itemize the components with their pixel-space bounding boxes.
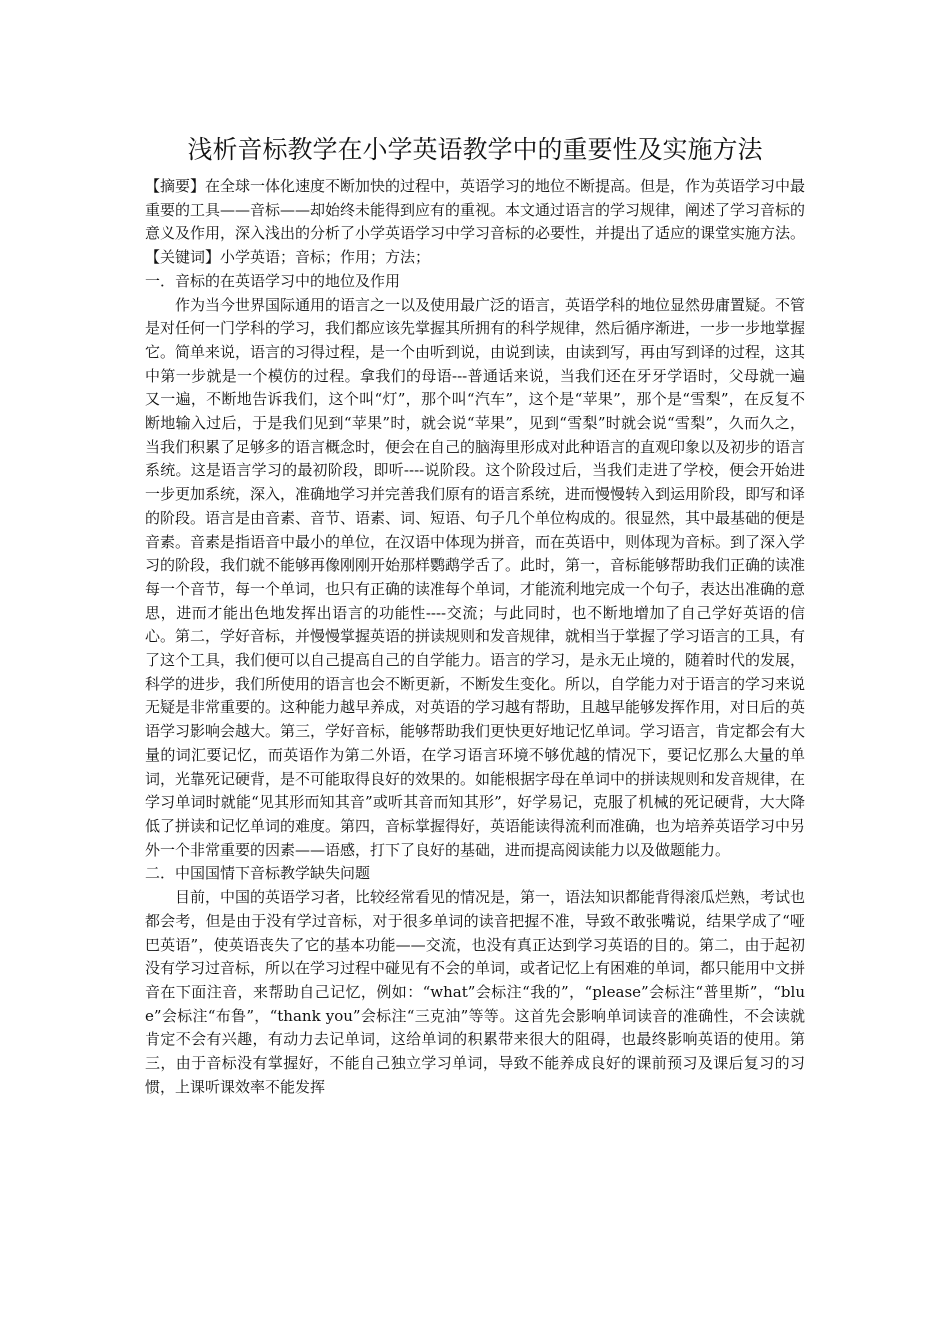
document-body	[145, 175, 805, 1099]
section-heading-1: 一．音标的在英语学习中的地位及作用	[145, 271, 401, 290]
section-paragraph-2: 目前，中国的英语学习者，比较经常看见的情况是，第一，语法知识都能背得滚瓜烂熟，考试也都会考，但是由于没有学过音标，对于很多单词的读音把握不准，导致不敢张嘴说，结果学成了“哑巴英语”，使英语丧失了它的基本功能——交流，也没有真正达到学习英语的目的。第二，由于起初没有学习过音标，所以在学习过程中碰见有不会的单词，或者记忆上有困难的单词，都只能用中文拼音在下面注音，来帮助自己记忆，例如：“what”会标注“我的”，“please”会标注“普里斯”，“blue”会标注“布鲁”，“thank you”会标注“三克油”等等。这首先会影响单词读音的准确性，不会读就肯定不会有兴趣，有动力去记单词，这给单词的积累带来很大的阻碍，也最终影响英语的使用。第三，由于音标没有掌握好，不能自己独立学习单词，导致不能养成良好的课前预习及课后复习的习惯，上课听课效率不能发挥	[145, 888, 806, 1096]
section-heading-2: 二．中国国情下音标教学缺失问题	[145, 864, 371, 883]
abstract-paragraph: 【摘要】在全球一体化速度不断加快的过程中，英语学习的地位不断提高。但是，作为英语学习中最重要的工具——音标——却始终未能得到应有的重视。本文通过语言的学习规律，阐述了学习音标的意义及作用，深入浅出的分析了小学英语学习中学习音标的必要性，并提出了适应的课堂实施方法。	[145, 177, 806, 243]
section-paragraph-1: 作为当今世界国际通用的语言之一以及使用最广泛的语言，英语学科的地位显然毋庸置疑。不管是对任何一门学科的学习，我们都应该先掌握其所拥有的科学规律，然后循序渐进，一步一步地掌握它。简单来说，语言的习得过程，是一个由听到说，由说到读，由读到写，再由写到译的过程，这其中第一步就是一个模仿的过程。拿我们的母语---普通话来说，当我们还在牙牙学语时，父母就一遍又一遍，不断地告诉我们，这个叫“灯”，那个叫“汽车”，这个是“苹果”，那个是“雪梨”，在反复不断地输入过后，于是我们见到“苹果”时，就会说“苹果”，见到“雪梨”时就会说“雪梨”，久而久之，当我们积累了足够多的语言概念时，便会在自己的脑海里形成对此种语言的直观印象以及初步的语言系统。这是语言学习的最初阶段，即听----说阶段。这个阶段过后，当我们走进了学校，便会开始进一步更加系统，深入，准确地学习并完善我们原有的语言系统，进而慢慢转入到运用阶段，即写和译的阶段。语言是由音素、音节、语素、词、短语、句子几个单位构成的。很显然，其中最基础的便是音素。音素是指语音中最小的单位，在汉语中体现为拼音，而在英语中，则体现为音标。到了深入学习的阶段，我们就不能够再像刚刚开始那样鹦鹉学舌了。此时，第一，音标能够帮助我们正确的读准每一个音节，每一个单词，也只有正确的读准每个单词，才能流利地完成一个句子，表达出准确的意思，进而才能出色地发挥出语言的功能性----交流；与此同时，也不断地增加了自己学好英语的信心。第二，学好音标，并慢慢掌握英语的拼读规则和发音规律，就相当于掌握了学习语言的工具，有了这个工具，我们便可以自己提高自己的自学能力。语言的学习，是永无止境的，随着时代的发展，科学的进步，我们所使用的语言也会不断更新，不断发生变化。所以，自学能力对于语言的学习来说无疑是非常重要的。这种能力越早养成，对英语的学习越有帮助，且越早能够发挥作用，对日后的英语学习影响会越大。第三，学好音标，能够帮助我们更快更好地记忆单词。学习语言，肯定都会有大量的词汇要记忆，而英语作为第二外语，在学习语言环境不够优越的情况下，要记忆那么大量的单词，光靠死记硬背，是不可能取得良好的效果的。如能根据字母在单词中的拼读规则和发音规律，在学习单词时就能“见其形而知其音”或听其音而知其形”，好学易记，克服了机械的死记硬背，大大降低了拼读和记忆单词的难度。第四，音标掌握得好，英语能读得流利而准确，也为培养英语学习中另外一个非常重要的因素——语感，打下了良好的基础，进而提高阅读能力以及做题能力。	[145, 295, 806, 859]
document-title: 浅析音标教学在小学英语教学中的重要性及实施方法	[187, 135, 763, 164]
keywords-line: 【关键词】小学英语；音标；作用；方法；	[145, 248, 431, 267]
